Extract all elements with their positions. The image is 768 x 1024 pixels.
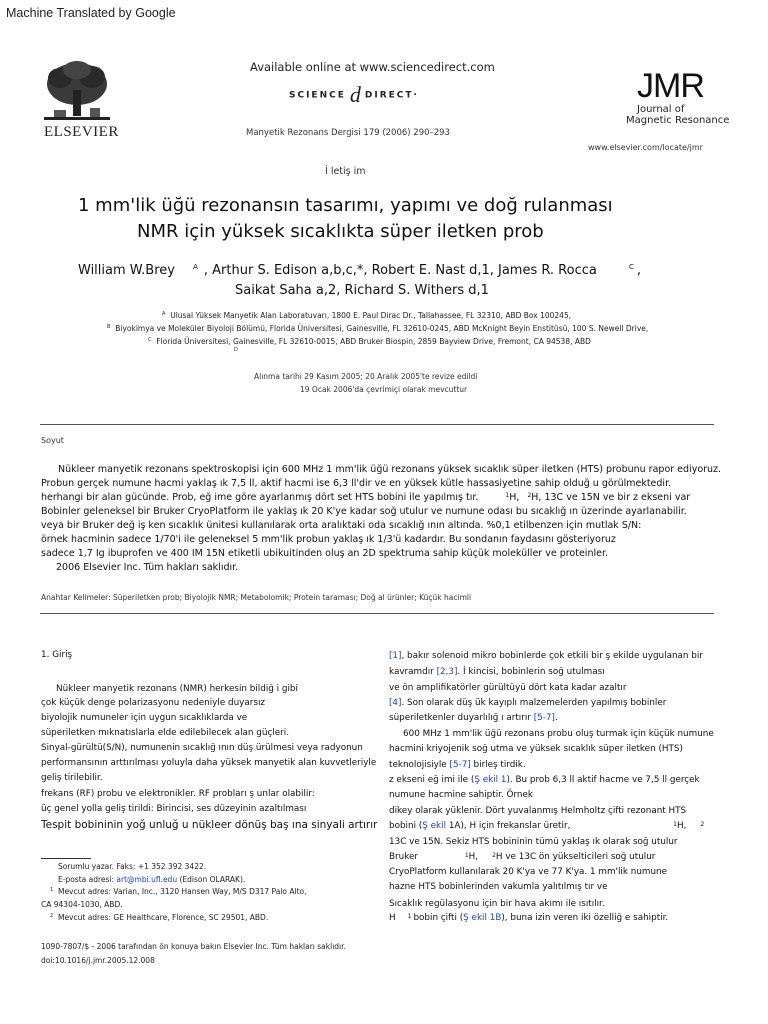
footnote-corresponding: Sorumlu yazar. Faks: +1 352 392 3422. (58, 862, 207, 871)
right-line (389, 852, 655, 862)
right-line-text: birleş tirdik. (470, 760, 526, 770)
intro-line: biyolojik numuneler için uygun sıcaklıklarda ve (41, 713, 248, 723)
jmr-name-line2: Magnetic Resonance (626, 115, 730, 126)
right-line-text: . Son olarak düş ük kayıplı malzemelerden yapılmış bobinler (401, 698, 667, 708)
jmr-logo: JMR (637, 67, 704, 105)
right-line (389, 775, 700, 785)
sciencedirect-logo (289, 82, 419, 108)
affiliation-text: Florida Üniversitesi, Gainesville, FL 32610-0015, ABD Bruker Biospin, 2859 Bayview Drive, Fremont, CA 94538, ABD (156, 337, 591, 346)
footnote-email (58, 875, 245, 884)
contact-label: İ letiş im (325, 166, 366, 177)
sup-1: 1 (505, 492, 510, 499)
right-line: 13C ve 15N. Sekiz HTS bobininin tümü yaklaş ık olarak soğ utulur (389, 837, 678, 847)
sciencedirect-available[interactable]: Available online at www.sciencedirect.com (250, 60, 495, 74)
online-date: 19 Ocak 2006'da çevrimiçi olarak mevcuttur (300, 385, 468, 394)
author-list-line1 (78, 263, 641, 278)
right-line: Sıcaklık regülasyonu için bir hava akımı ile ısıtılır. (389, 899, 605, 909)
abstract-label: Soyut (41, 436, 64, 445)
citation-link[interactable]: [5-7] (533, 713, 555, 723)
footnote-2 (50, 913, 268, 922)
footnote-1-cont: CA 94304-1030, ABD. (41, 900, 123, 909)
right-line (389, 713, 558, 723)
footnote-1-sup: 1 (50, 887, 54, 893)
right-line (389, 651, 703, 661)
paper-title-line2: NMR için yüksek sıcaklıkta süper iletken prob (137, 221, 544, 242)
footnote-2-text: Mevcut adres: GE Healthcare, Florence, SC 29501, ABD. (57, 913, 269, 922)
jmr-url-link[interactable]: www.elsevier.com/locate/jmr (588, 143, 703, 152)
intro-line: frekans (RF) probu ve elektronikler. RF probları ş unlar olabilir: (41, 789, 315, 799)
sup-2: 2 (492, 852, 496, 859)
right-line: CryoPlatform kullanılarak 20 K'ya ve 77 K'ya. 1 mm'lik numune (389, 867, 668, 877)
affiliation-b (107, 324, 648, 333)
right-line (389, 760, 526, 770)
sup-2: 2 (700, 821, 705, 828)
elsevier-tree-logo (40, 60, 114, 122)
right-line-text: 1A), H için frekanslar üretir, (446, 821, 571, 831)
abstract-line: Probun gerçek numune hacmi yaklaş ık 7,5 ll, aktif hacmi ise 6,3 ll'dir ve en yüksek kütle hassasiyetine sahip olduğ u görülmektedir. (41, 478, 672, 489)
abstract-line: Bobinler geleneksel bir Bruker CryoPlatform ile yaklaş ık 20 K'ye kadar soğ utulur ve numune odası bu sıcaklığ ın üzerinde ayarlanabilir. (41, 506, 687, 517)
right-line (389, 821, 704, 831)
abstract-line: veya bir Bruker değ iş ken sıcaklık ünitesi kullanılarak orta aralıktaki oda sıcaklığ ının altında. %0,1 etilbenzen için mutlak S/N: (41, 520, 642, 531)
email-link[interactable]: art@mbi.ufl.edu (116, 875, 178, 884)
intro-line: üç genel yolla geliş tirildi: Birincisi, ses düzeyinin azaltılması (41, 804, 307, 814)
sup-1: 1 (673, 821, 677, 828)
nuclei-h (465, 852, 496, 862)
right-line (389, 667, 605, 677)
figure-link[interactable]: Ş ekil 1B (463, 913, 502, 923)
affiliation-text: Ulusal Yüksek Manyetik Alan Laboratuvarı, 1800 E. Paul Dirac Dr., Tallahassee, FL 32310, ABD Box 100245, (170, 311, 572, 320)
author-list-comma: , (636, 263, 642, 278)
right-line (389, 913, 668, 923)
abstract-line-text: herhangi bir alan gücünde. Prob, eğ ime göre ayarlanmış dört set HTS bobini ile yapılmış tır. (41, 492, 479, 503)
abstract-line: Nükleer manyetik rezonans spektroskopisi için 600 MHz 1 mm'lik üğü rezonans yüksek sıcaklık süper iletken (HTS) probunu rapor ediyoruz. (58, 464, 722, 475)
abstract-line: sadece 1,7 Ig ibuprofen ve 400 IM 15N etiketli ubikuitinden oluş an 2D spektruma sahip küçük moleküller ve proteinler. (41, 548, 609, 559)
right-line-text: . İ kincisi, bobinlerin soğ utulması (457, 667, 605, 677)
nuclei-rest: H, 13C ve 15N ve bir z ekseni var (531, 492, 691, 503)
affiliation-c (148, 337, 591, 346)
right-line: numune hacmine sahiptir. Örnek (389, 790, 534, 800)
footnote-email-suffix: (Edison OLARAK). (177, 875, 246, 884)
received-date: Alınma tarihi 29 Kasım 2005; 20 Aralık 2005'te revize edildi (254, 372, 478, 381)
nucleus-h: H, (509, 492, 520, 503)
right-line-pre: z ekseni eğ imi ile ( (389, 775, 475, 785)
right-line-pre: bobin çifti ( (413, 913, 464, 923)
abstract-rule (40, 613, 714, 614)
sciencedirect-logo-mark: d (349, 82, 361, 107)
footnote-2-sup: 2 (50, 913, 54, 919)
abstract-nuclei (505, 492, 690, 503)
sciencedirect-logo-right: DIRECT· (364, 90, 419, 101)
citation-link[interactable]: [4] (389, 698, 402, 708)
paper-title-line1: 1 mm'lik üğü rezonansın tasarımı, yapımı ve doğ rulanması (78, 195, 613, 216)
right-line-text: . (554, 713, 558, 723)
right-line-text: ). Bu prob 6,3 ll aktif hacme ve 7,5 ll gerçek (506, 775, 700, 785)
affiliation-sup: A (162, 311, 166, 317)
affiliation-d (234, 347, 238, 356)
keywords: Anahtar Kelimeler: Süperiletken prob; Biyolojik NMR; Metabolomik; Protein taraması; Doğ al ürünler; Küçük hacimli (41, 593, 472, 602)
author-list-middle: , Arthur S. Edison a,b,c,*, Robert E. Nast d,1, James R. Rocca (203, 263, 597, 278)
right-line: hacmini kriyojenik soğ utma ve yüksek sıcaklık süper iletken (HTS) (389, 744, 683, 754)
abstract-copyright: 2006 Elsevier Inc. Tüm hakları saklıdır. (56, 562, 239, 573)
header-rule (40, 424, 714, 425)
sup-2: 2 (527, 492, 532, 499)
jmr-name-line1: Journal of (637, 104, 685, 115)
nucleus-h: H, (468, 852, 479, 862)
intro-line: Nükleer manyetik rezonans (NMR) herkesin bildiğ i gibi (56, 684, 298, 694)
footnote-rule (41, 858, 91, 859)
affiliation-sup: B (107, 324, 111, 330)
jmr-journal-name (626, 104, 729, 126)
right-line-text: , bakır solenoid mikro bobinlerde çok etkili bir ş ekilde uygulanan bir (401, 651, 703, 661)
footnote-email-label: E-posta adresi: (58, 875, 117, 884)
nucleus-h: H, (677, 821, 687, 831)
right-line: ve ön amplifikatörler gürültüyü dört kata kadar azaltır (389, 683, 627, 693)
nuclei-h (673, 821, 704, 831)
sciencedirect-logo-left: SCIENCE (289, 90, 346, 101)
right-line (389, 698, 666, 708)
affiliation-text: Biyokimya ve Moleküler Biyoloji Bölümü, Florida Üniversitesi, Gainesville, FL 32610-0245, ABD McKnight Beyin Enstitüsü, 100 S. Newell Drive, (115, 324, 649, 333)
footnote-1-text: Mevcut adres: Varian, Inc., 3120 Hansen Way, M/S D317 Palo Alto, (57, 887, 307, 896)
abstract-line: örnek hacminin sadece 1/70'i ile geleneksel 5 mm'lik probun yaklaş ık 1/3'ü kadardır. Bu sondanın faydasını gösteriyoruz (41, 534, 616, 545)
sup-1: 1 (407, 913, 412, 920)
section-heading-introduction: 1. Giriş (41, 650, 73, 660)
intro-line: çok küçük denge polarizasyonu nedeniyle duyarsız (41, 698, 266, 708)
figure-link[interactable]: Ş ekil 1 (474, 775, 507, 785)
right-line-pre: Bruker (389, 852, 419, 862)
author-sup-a: A (193, 263, 198, 271)
right-line-pre: bobini ( (389, 821, 423, 831)
right-line: 600 MHz 1 mm'lik üğü rezonans probu oluş turmak için küçük numune (403, 729, 714, 739)
intro-line: Sinyal-gürültü(S/N), numunenin sıcaklığ ının düş ürülmesi veya radyonun (41, 743, 363, 753)
right-line-pre: süperiletkenler duyarlılığ ı artırır (389, 713, 534, 723)
right-line-text: H ve 13C ön yükselticileri soğ utulur (495, 852, 656, 862)
citation-link[interactable]: [5-7] (449, 760, 471, 770)
footnote-1 (50, 887, 307, 896)
author-brey: William W.Brey (78, 263, 175, 278)
sup-1: 1 (464, 852, 469, 859)
author-sup-c: C (629, 263, 634, 271)
translation-banner: Machine Translated by Google (6, 6, 176, 20)
abstract-line (41, 492, 690, 503)
affiliation-a (162, 311, 571, 320)
doi[interactable]: doi:10.1016/j.jmr.2005.12.008 (41, 956, 155, 965)
right-line: dikey olarak yüklenir. Dört yuvalanmış Helmholtz çifti rezonant HTS (389, 806, 687, 816)
affiliation-sup: D (234, 347, 238, 353)
journal-reference: Manyetik Rezonans Dergisi 179 (2006) 290–293 (246, 128, 450, 138)
affiliation-sup: C (148, 337, 152, 343)
figure-link[interactable]: Ş ekil (422, 821, 447, 831)
right-line-pre: kavramdır (389, 667, 437, 677)
author-list-line2: Saikat Saha a,2, Richard S. Withers d,1 (235, 283, 489, 298)
right-line-pre: teknolojisiyle (389, 760, 450, 770)
right-line: hazne HTS bobinlerinden vakumla yalıtılmış tır ve (389, 882, 608, 892)
intro-line: performansının arttırılması yoluyla daha yüksek manyetik alan kuvvetleriyle (41, 758, 377, 768)
citation-link[interactable]: [2,3] (436, 667, 458, 677)
intro-line: geliş tirilebilir. (41, 773, 103, 783)
right-line-text: ), buna izin veren iki özelliğ e sahiptir. (501, 913, 669, 923)
citation-link[interactable]: [1] (389, 651, 402, 661)
intro-line: süperiletken mıknatıslarla elde edilebilecek alan güçleri. (41, 728, 289, 738)
nucleus-h: H (389, 913, 396, 923)
intro-line-large: Tespit bobininin yoğ unluğ u nükleer dönüş baş ına sinyali artırır (41, 819, 378, 831)
copyright-line: 1090-7807/$ - 2006 tarafından ön konuya bakın Elsevier Inc. Tüm hakları saklıdır. (41, 942, 346, 951)
publisher-name: ELSEVIER (44, 124, 119, 140)
